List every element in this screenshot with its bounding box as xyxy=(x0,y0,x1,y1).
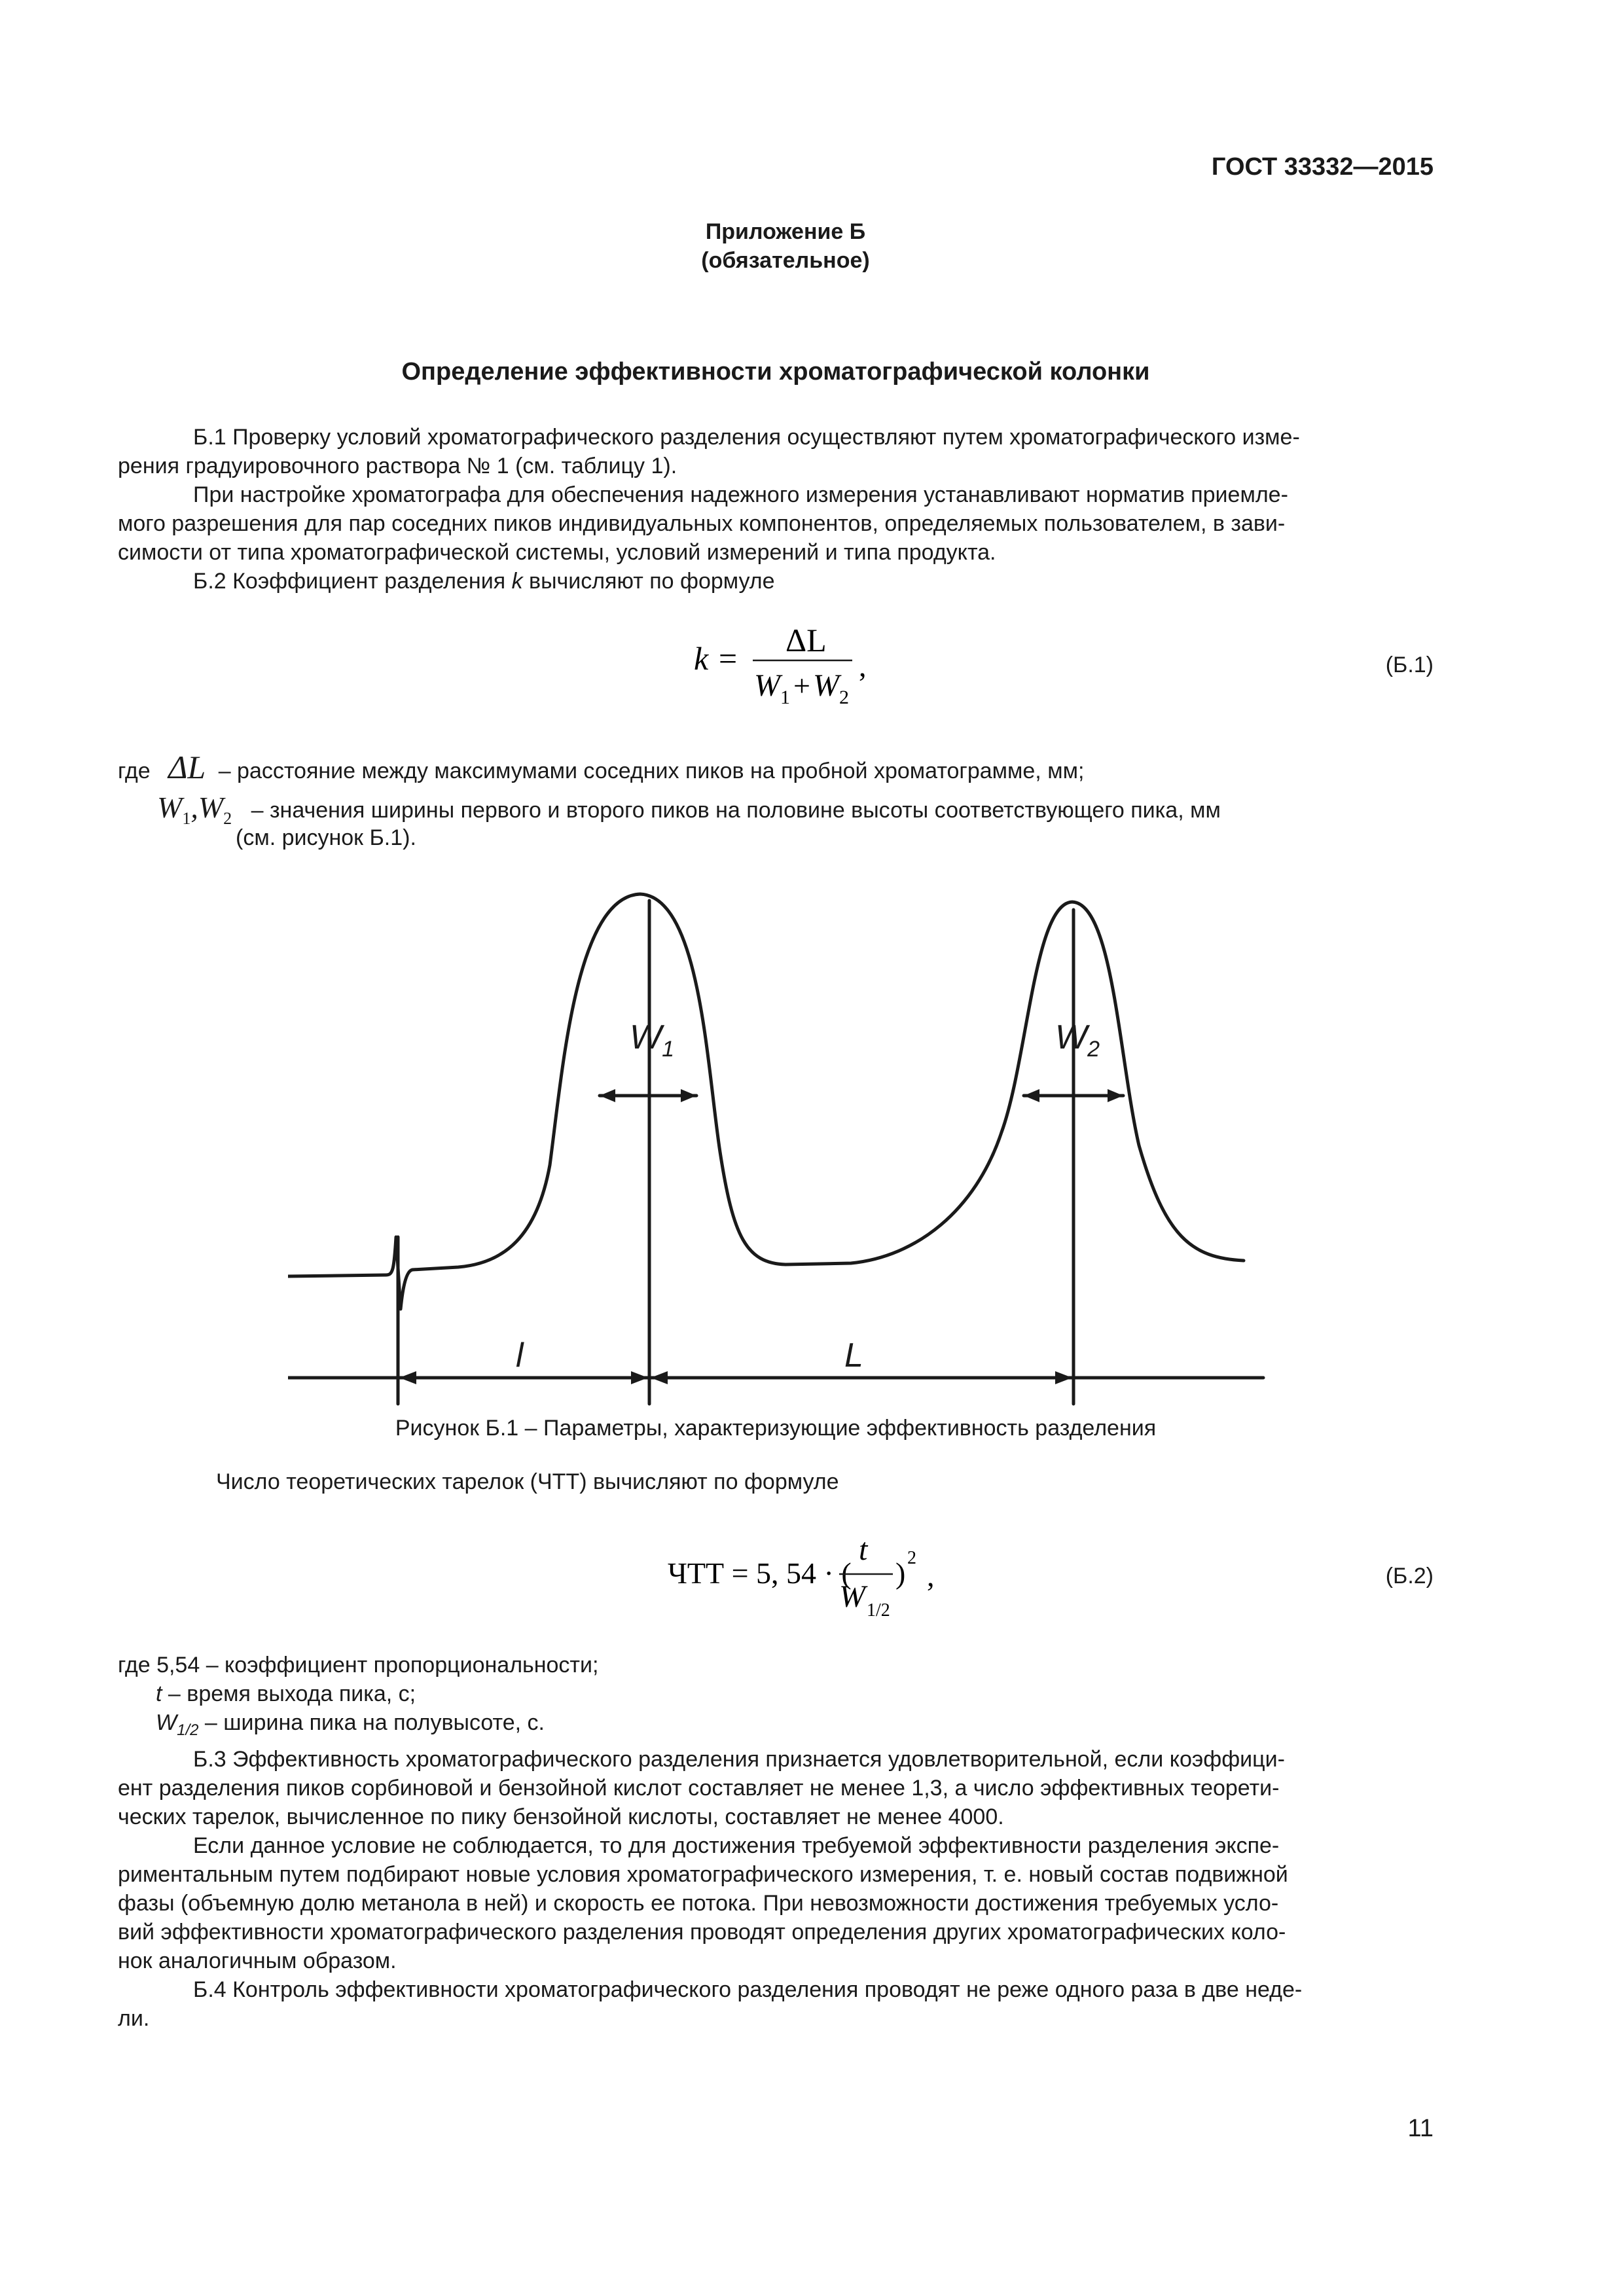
formula-den-w2: W xyxy=(813,668,839,703)
label-l-big: L xyxy=(844,1336,863,1374)
delta-l-definition: – расстояние между максимумами соседних пиков на пробной хроматограмме, мм; xyxy=(218,759,1085,783)
where-t xyxy=(118,1679,1434,1708)
equation-number-b1: (Б.1) xyxy=(1385,653,1434,677)
w-sub2: 2 xyxy=(223,809,232,829)
formula-lhs: k = xyxy=(694,640,739,677)
w-symbol xyxy=(157,791,232,829)
text-line: ческих тарелок, вычисленное по пику бензойной кислоты, составляет не менее 4000. xyxy=(118,1804,1004,1829)
w-letter: W xyxy=(157,791,183,824)
chromatogram-trace xyxy=(288,894,1244,1309)
formula2-den-sub: 1/2 xyxy=(867,1600,890,1621)
w-sub1: 1 xyxy=(182,809,191,829)
arrowheads xyxy=(399,1089,1123,1384)
w-definition: – значения ширины первого и второго пиков на половине высоты соответствующего пика, мм xyxy=(251,798,1221,823)
appendix-status: (обязательное) xyxy=(701,248,870,273)
appendix-label: Приложение Б xyxy=(705,219,866,244)
appendix-heading xyxy=(589,217,982,275)
text-line: Б.3 Эффективность хроматографического разделения признается удовлетворительной, если коэффици- xyxy=(193,1747,1285,1772)
text-line: риментальным путем подбирают новые условия хроматографического измерения, т. е. новый состав подвижной xyxy=(118,1862,1288,1887)
paragraph-b3 xyxy=(118,1745,1434,2033)
w-letter: W xyxy=(198,791,224,824)
paragraph-b2 xyxy=(118,567,1434,596)
formula-den-plus: + xyxy=(793,669,810,702)
where-w12 xyxy=(118,1708,1434,1745)
w-definition-continued: (см. рисунок Б.1). xyxy=(236,825,416,850)
where-word: где xyxy=(118,759,151,783)
where-block-2 xyxy=(118,1651,1434,1745)
paragraph-b1 xyxy=(118,423,1434,596)
variable-t: t xyxy=(156,1681,162,1706)
formula2-numerator: t xyxy=(859,1532,868,1567)
variable-w-sub: 1/2 xyxy=(177,1721,199,1739)
formula-den-w1: W xyxy=(754,668,780,703)
text-line: вий эффективности хроматографического разделения проводят определения других хроматографических коло- xyxy=(118,1920,1286,1945)
text-line: ент разделения пиков сорбиновой и бензойной кислот составляет не менее 1,3, а число эффективных теорети- xyxy=(118,1776,1280,1801)
text-line: Б.1 Проверку условий хроматографического разделения осуществляют путем хроматографического изме- xyxy=(193,425,1300,450)
formula-den-sub2: 2 xyxy=(839,687,849,708)
variable-w: W xyxy=(156,1710,177,1735)
text-line: ли. xyxy=(118,2006,150,2031)
formula2-power: 2 xyxy=(907,1548,916,1568)
formula-den-sub1: 1 xyxy=(780,687,790,708)
t-definition: – время выхода пика, с; xyxy=(162,1681,416,1706)
text-line: симости от типа хроматографической системы, условий измерений и типа продукта. xyxy=(118,540,996,565)
chromatogram-figure xyxy=(288,870,1270,1407)
label-w1: $W_1$ xyxy=(630,1018,675,1062)
formula2-lhs: ЧТТ = 5, 54 · ( xyxy=(668,1556,852,1590)
text-line: рения градуировочного раствора № 1 (см. таблицу 1). xyxy=(118,454,677,478)
label-w2: $W_2$ xyxy=(1055,1018,1100,1062)
variable-k: k xyxy=(511,569,523,594)
ntp-intro: Число теоретических тарелок (ЧТТ) вычисляют по формуле xyxy=(216,1469,839,1494)
text-span: вычисляют по формуле xyxy=(522,569,775,594)
label-l-small: l xyxy=(516,1336,524,1374)
text-span: Б.2 Коэффициент разделения xyxy=(193,569,512,594)
text-line: мого разрешения для пар соседних пиков индивидуальных компонентов, определяемых пользователем, в зави- xyxy=(118,511,1286,536)
formula-b2 xyxy=(668,1522,956,1626)
page-title: Определение эффективности хроматографической колонки xyxy=(401,358,1150,386)
formula2-den-w: W xyxy=(839,1579,865,1614)
equation-number-b2: (Б.2) xyxy=(1385,1564,1434,1588)
formula2-close: ) xyxy=(895,1556,906,1590)
text-line: нок аналогичным образом. xyxy=(118,1948,397,1973)
formula-tail: , xyxy=(859,649,867,683)
text-line: фазы (объемную долю метанола в ней) и скорость ее потока. При невозможности достижения требуемых усло- xyxy=(118,1891,1279,1916)
text-line: Если данное условие не соблюдается, то для достижения требуемой эффективности разделения экспе- xyxy=(193,1833,1280,1858)
delta-l-symbol: ΔL xyxy=(168,749,206,785)
w-comma: , xyxy=(190,791,198,824)
where-coefficient: где 5,54 – коэффициент пропорциональности; xyxy=(118,1653,599,1677)
formula-b1 xyxy=(694,612,890,717)
page-number: 11 xyxy=(1407,2115,1434,2142)
text-line: При настройке хроматографа для обеспечения надежного измерения устанавливают норматив приемле- xyxy=(193,482,1288,507)
w12-definition: – ширина пика на полувысоте, с. xyxy=(198,1710,545,1735)
formula-numerator: ΔL xyxy=(785,622,827,658)
figure-caption: Рисунок Б.1 – Параметры, характеризующие эффективность разделения xyxy=(395,1416,1157,1441)
standard-code: ГОСТ 33332—2015 xyxy=(1211,153,1434,181)
formula2-tail: , xyxy=(927,1559,935,1592)
where-delta-line xyxy=(118,749,1434,785)
text-line: Б.4 Контроль эффективности хроматографического разделения проводят не реже одного раза в две неде- xyxy=(193,1977,1303,2002)
